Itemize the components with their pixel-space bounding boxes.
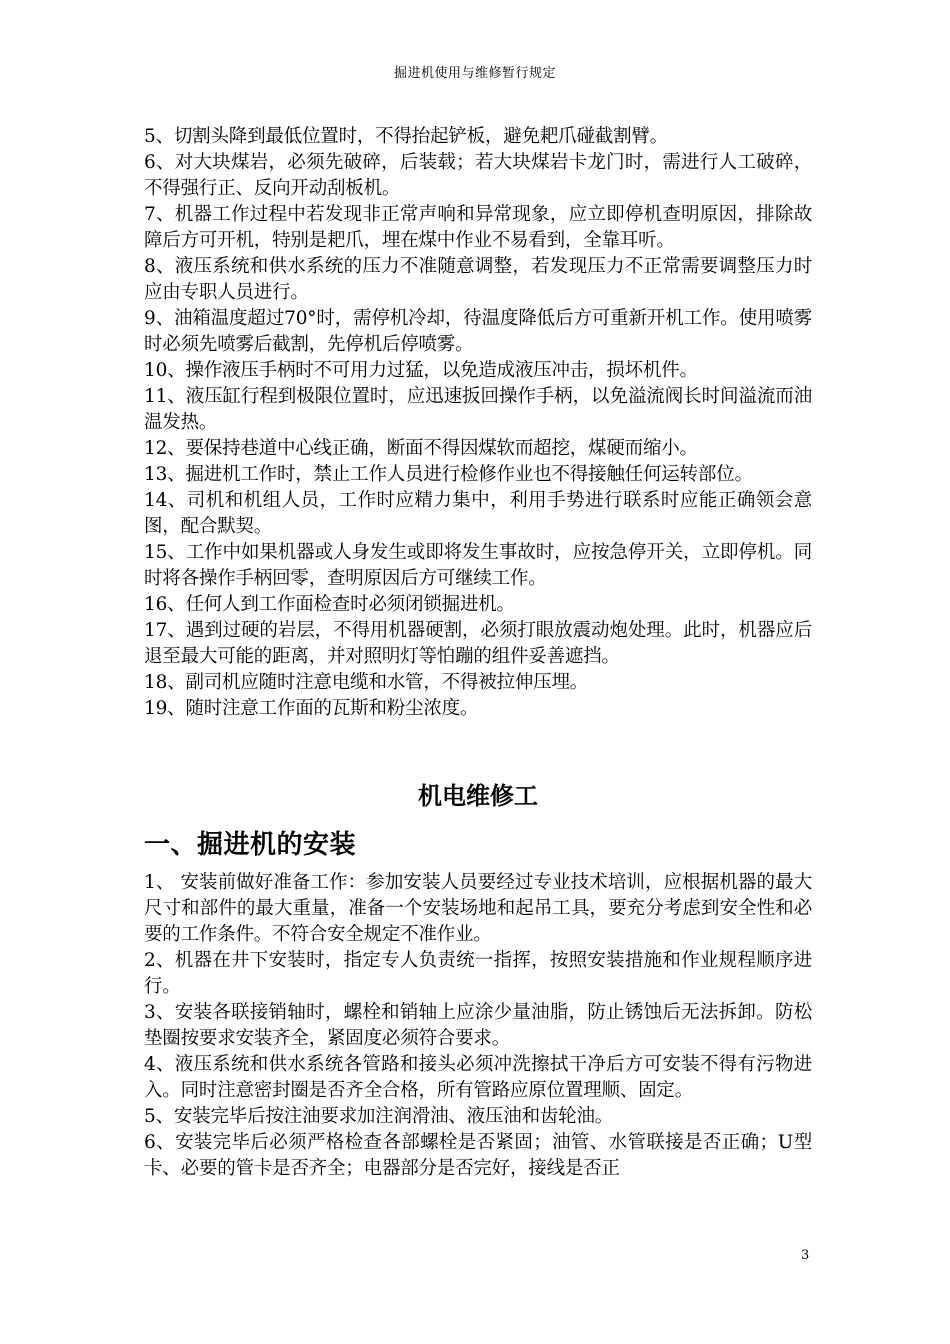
list-item: 4、液压系统和供水系统各管路和接头必须冲洗擦拭干净后方可安装不得有污物进入。同时注意密封圈是否齐全合格，所有管路应原位置理顺、固定。 [144,1054,812,1101]
page-header: 掘进机使用与维修暂行规定 [393,66,556,81]
list-item: 3、安装各联接销轴时，螺栓和销轴上应涂少量油脂，防止锈蚀后无法拆卸。防松垫圈按要求安装齐全，紧固度必须符合要求。 [144,1002,812,1049]
list-item: 19、随时注意工作面的瓦斯和粉尘浓度。 [144,698,479,719]
list-item: 8、液压系统和供水系统的压力不准随意调整，若发现压力不正常需要调整压力时应由专职人员进行。 [144,256,812,303]
list-item: 10、操作液压手柄时不可用力过猛，以免造成液压冲击，损坏机件。 [144,360,698,381]
subsection-title: 一、掘进机的安装 [144,830,357,860]
section-title: 机电维修工 [418,781,538,810]
list-item: 5、安装完毕后按注油要求加注润滑油、液压油和齿轮油。 [144,1106,614,1127]
list-item: 9、油箱温度超过70°时，需停机冷却，待温度降低后方可重新开机工作。使用喷雾时必须先喷雾后截割，先停机后停喷雾。 [144,308,812,355]
page-number: 3 [801,1248,810,1263]
list-item: 13、掘进机工作时，禁止工作人员进行检修作业也不得接触任何运转部位。 [144,464,753,485]
list-item: 6、对大块煤岩，必须先破碎，后装载；若大块煤岩卡龙门时，需进行人工破碎，不得强行正、反向开动刮板机。 [144,152,812,199]
list-item: 6、安装完毕后必须严格检查各部螺栓是否紧固；油管、水管联接是否正确；U型卡、必要的管卡是否齐全；电器部分是否完好，接线是否正 [144,1132,812,1179]
list-item: 7、机器工作过程中若发现非正常声响和异常现象，应立即停机查明原因，排除故障后方可开机，特别是耙爪，埋在煤中作业不易看到，全靠耳听。 [144,204,812,251]
list-item: 18、副司机应随时注意电缆和水管，不得被拉伸压埋。 [144,672,589,693]
list-item: 17、遇到过硬的岩层，不得用机器硬割，必须打眼放震动炮处理。此时，机器应后退至最大可能的距离，并对照明灯等怕蹦的组件妥善遮挡。 [144,620,812,667]
list-item: 16、任何人到工作面检查时必须闭锁掘进机。 [144,594,515,615]
list-item: 14、司机和机组人员，工作时应精力集中，利用手势进行联系时应能正确领会意图，配合默契。 [144,490,812,537]
list-item: 12、要保持巷道中心线正确，断面不得因煤软而超挖，煤硬而缩小。 [144,438,698,459]
list-item: 1、 安装前做好准备工作：参加安装人员要经过专业技术培训，应根据机器的最大尺寸和部件的最大重量，准备一个安装场地和起吊工具，要充分考虑到安全性和必要的工作条件。不符合安全规定不准作业。 [144,872,812,945]
document-body [144,124,812,1182]
list-item: 11、液压缸行程到极限位置时，应迅速扳回操作手柄，以免溢流阀长时间溢流而油温发热。 [144,386,812,433]
list-item: 2、机器在井下安装时，指定专人负责统一指挥，按照安装措施和作业规程顺序进行。 [144,950,812,997]
list-item: 15、工作中如果机器或人身发生或即将发生事故时，应按急停开关，立即停机。同时将各操作手柄回零，查明原因后方可继续工作。 [144,542,812,589]
list-item: 5、切割头降到最低位置时，不得抬起铲板，避免耙爪碰截割臂。 [144,126,668,147]
section-spacer [144,722,812,780]
